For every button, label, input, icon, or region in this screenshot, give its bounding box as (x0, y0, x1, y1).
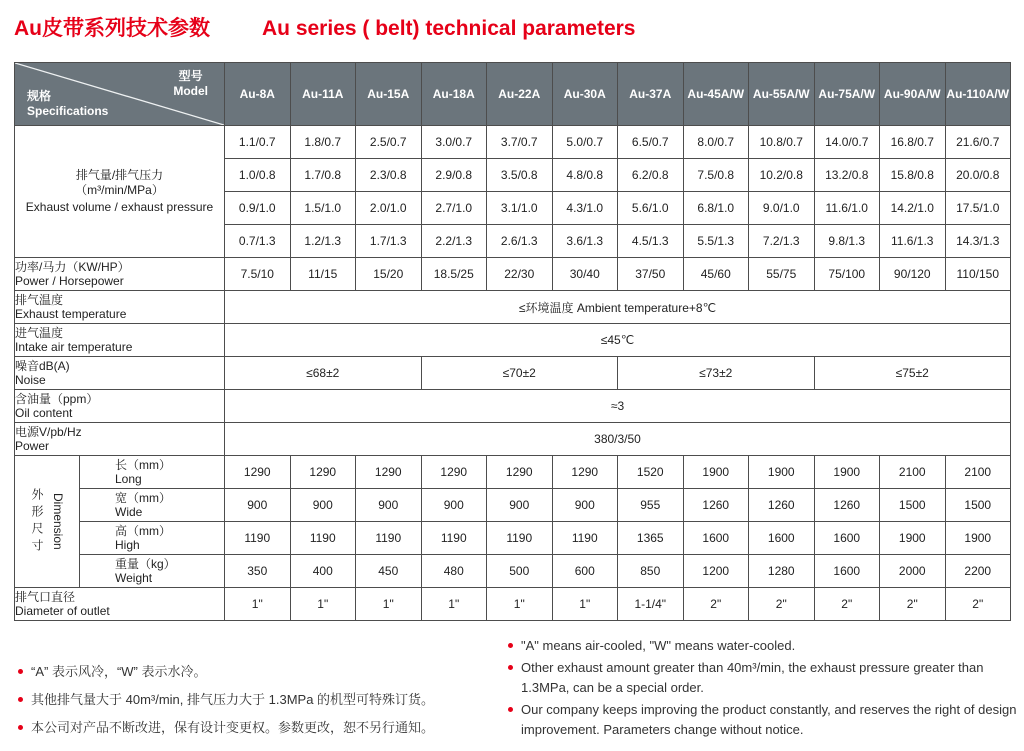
value-cell: 30/40 (552, 258, 618, 291)
value-cell: 450 (356, 555, 422, 588)
value-cell: 1190 (290, 522, 356, 555)
value-cell: 21.6/0.7 (945, 126, 1011, 159)
value-cell: 20.0/0.8 (945, 159, 1011, 192)
value-cell: 1" (552, 588, 618, 621)
page-title-en: Au series ( belt) technical parameters (262, 17, 636, 40)
corner-model-label: 型号 Model (173, 69, 208, 98)
value-cell: 14.3/1.3 (945, 225, 1011, 258)
value-cell: 900 (356, 489, 422, 522)
corner-spec-label: 规格 Specifications (27, 89, 109, 118)
model-header: Au-22A (487, 63, 553, 126)
value-cell: 17.5/1.0 (945, 192, 1011, 225)
value-cell: 2000 (880, 555, 946, 588)
value-cell: 4.3/1.0 (552, 192, 618, 225)
value-cell: 2.3/0.8 (356, 159, 422, 192)
page-title-zh: Au皮带系列技术参数 (14, 17, 210, 40)
value-cell: 1.7/0.8 (290, 159, 356, 192)
value-cell: 9.8/1.3 (814, 225, 880, 258)
value-cell: 1.8/0.7 (290, 126, 356, 159)
value-cell: 4.8/0.8 (552, 159, 618, 192)
value-cell: 11.6/1.3 (880, 225, 946, 258)
value-cell: 2.7/1.0 (421, 192, 487, 225)
value-cell: 1900 (880, 522, 946, 555)
value-cell: 1190 (225, 522, 291, 555)
value-cell: 1290 (356, 456, 422, 489)
value-cell: 1" (421, 588, 487, 621)
value-cell: 22/30 (487, 258, 553, 291)
row-label: 重量（kg） Weight (80, 555, 225, 588)
note-item: "A" means air-cooled, "W" means water-cooled. (508, 636, 1020, 657)
value-cell: 18.5/25 (421, 258, 487, 291)
dimension-label-zh: 外形尺寸 (30, 487, 44, 556)
value-cell: 480 (421, 555, 487, 588)
table-row (15, 489, 1011, 522)
value-cell: 0.7/1.3 (225, 225, 291, 258)
value-cell: 0.9/1.0 (225, 192, 291, 225)
value-cell: 90/120 (880, 258, 946, 291)
table-row (15, 456, 1011, 489)
value-cell: 55/75 (749, 258, 815, 291)
value-cell: 2.5/0.7 (356, 126, 422, 159)
value-cell: 14.0/0.7 (814, 126, 880, 159)
value-cell: 1900 (683, 456, 749, 489)
table-row (15, 258, 1011, 291)
notes-right (508, 636, 1020, 742)
value-cell: 7.5/10 (225, 258, 291, 291)
value-cell: 4.5/1.3 (618, 225, 684, 258)
value-cell: 1600 (814, 522, 880, 555)
value-cell: 2.6/1.3 (487, 225, 553, 258)
note-item: 其他排气量大于 40m³/min, 排气压力大于 1.3MPa 的机型可特殊订货。 (18, 690, 496, 709)
model-header: Au-8A (225, 63, 291, 126)
row-label: 宽（mm） Wide (80, 489, 225, 522)
value-cell: 1-1/4" (618, 588, 684, 621)
model-header: Au-11A (290, 63, 356, 126)
value-cell: 1500 (945, 489, 1011, 522)
merged-value-cell: ≈3 (225, 390, 1011, 423)
model-header: Au-110A/W (945, 63, 1011, 126)
row-label: 排气温度 Exhaust temperature (15, 291, 225, 324)
value-cell: 5.5/1.3 (683, 225, 749, 258)
value-cell: 2.2/1.3 (421, 225, 487, 258)
table-row (15, 357, 1011, 390)
value-cell: 3.7/0.7 (487, 126, 553, 159)
value-cell: 2" (945, 588, 1011, 621)
value-cell: 1.7/1.3 (356, 225, 422, 258)
notes-left (18, 662, 496, 746)
row-label: 排气量/排气压力 （m³/min/MPa） Exhaust volume / exhaust pressure (15, 126, 225, 258)
value-cell: 1500 (880, 489, 946, 522)
value-cell: 1290 (225, 456, 291, 489)
value-cell: 16.8/0.7 (880, 126, 946, 159)
value-cell: 6.5/0.7 (618, 126, 684, 159)
value-cell: 1190 (421, 522, 487, 555)
value-cell: 850 (618, 555, 684, 588)
value-cell: 7.5/0.8 (683, 159, 749, 192)
value-cell: 1290 (290, 456, 356, 489)
merged-value-cell: ≤73±2 (618, 357, 815, 390)
row-label: 功率/马力（KW/HP） Power / Horsepower (15, 258, 225, 291)
note-item: Other exhaust amount greater than 40m³/min, the exhaust pressure greater than 1.3MPa, can be a special order. (508, 658, 1020, 699)
value-cell: 1.2/1.3 (290, 225, 356, 258)
value-cell: 500 (487, 555, 553, 588)
value-cell: 3.1/1.0 (487, 192, 553, 225)
value-cell: 1260 (749, 489, 815, 522)
value-cell: 1.5/1.0 (290, 192, 356, 225)
value-cell: 5.6/1.0 (618, 192, 684, 225)
value-cell: 37/50 (618, 258, 684, 291)
value-cell: 8.0/0.7 (683, 126, 749, 159)
row-label: 含油量（ppm） Oil content (15, 390, 225, 423)
value-cell: 11/15 (290, 258, 356, 291)
value-cell: 15.8/0.8 (880, 159, 946, 192)
model-header: Au-15A (356, 63, 422, 126)
value-cell: 1190 (552, 522, 618, 555)
value-cell: 2200 (945, 555, 1011, 588)
header-row (15, 63, 1011, 126)
value-cell: 1200 (683, 555, 749, 588)
parameters-table-body (15, 63, 1011, 621)
dimension-label-en: Dimension (51, 493, 65, 550)
value-cell: 9.0/1.0 (749, 192, 815, 225)
value-cell: 400 (290, 555, 356, 588)
value-cell: 1520 (618, 456, 684, 489)
model-header: Au-90A/W (880, 63, 946, 126)
value-cell: 1600 (814, 555, 880, 588)
value-cell: 1" (356, 588, 422, 621)
value-cell: 1290 (487, 456, 553, 489)
value-cell: 2" (683, 588, 749, 621)
merged-value-cell: ≤70±2 (421, 357, 618, 390)
row-label: 排气口直径 Diameter of outlet (15, 588, 225, 621)
merged-value-cell: 380/3/50 (225, 423, 1011, 456)
table-row (15, 324, 1011, 357)
value-cell: 1280 (749, 555, 815, 588)
value-cell: 1365 (618, 522, 684, 555)
page-title (14, 12, 635, 42)
value-cell: 11.6/1.0 (814, 192, 880, 225)
value-cell: 7.2/1.3 (749, 225, 815, 258)
model-header: Au-55A/W (749, 63, 815, 126)
table-row (15, 126, 1011, 159)
table-row (15, 291, 1011, 324)
model-header: Au-30A (552, 63, 618, 126)
value-cell: 2100 (945, 456, 1011, 489)
value-cell: 900 (487, 489, 553, 522)
value-cell: 15/20 (356, 258, 422, 291)
value-cell: 900 (421, 489, 487, 522)
value-cell: 1290 (552, 456, 618, 489)
value-cell: 350 (225, 555, 291, 588)
value-cell: 1190 (356, 522, 422, 555)
value-cell: 1.0/0.8 (225, 159, 291, 192)
dimension-group-label (15, 456, 80, 588)
value-cell: 5.0/0.7 (552, 126, 618, 159)
value-cell: 1" (225, 588, 291, 621)
note-item: Our company keeps improving the product constantly, and reserves the right of design improvement. Parameters change without notice. (508, 700, 1020, 741)
row-label: 高（mm） High (80, 522, 225, 555)
merged-value-cell: ≤68±2 (225, 357, 422, 390)
value-cell: 1900 (945, 522, 1011, 555)
value-cell: 1900 (749, 456, 815, 489)
model-header: Au-37A (618, 63, 684, 126)
value-cell: 1190 (487, 522, 553, 555)
note-item: “A” 表示风冷，“W” 表示水冷。 (18, 662, 496, 681)
value-cell: 2" (880, 588, 946, 621)
value-cell: 955 (618, 489, 684, 522)
table-row (15, 390, 1011, 423)
value-cell: 3.5/0.8 (487, 159, 553, 192)
value-cell: 110/150 (945, 258, 1011, 291)
model-header: Au-18A (421, 63, 487, 126)
note-item: 本公司对产品不断改进，保有设计变更权。参数更改，恕不另行通知。 (18, 718, 496, 737)
merged-value-cell: ≤45℃ (225, 324, 1011, 357)
value-cell: 3.6/1.3 (552, 225, 618, 258)
value-cell: 6.8/1.0 (683, 192, 749, 225)
value-cell: 900 (225, 489, 291, 522)
merged-value-cell: ≤环境温度 Ambient temperature+8℃ (225, 291, 1011, 324)
value-cell: 1900 (814, 456, 880, 489)
table-row (15, 423, 1011, 456)
value-cell: 2.9/0.8 (421, 159, 487, 192)
value-cell: 2" (749, 588, 815, 621)
value-cell: 14.2/1.0 (880, 192, 946, 225)
value-cell: 1260 (683, 489, 749, 522)
value-cell: 3.0/0.7 (421, 126, 487, 159)
value-cell: 13.2/0.8 (814, 159, 880, 192)
model-header: Au-45A/W (683, 63, 749, 126)
row-label: 长（mm） Long (80, 456, 225, 489)
row-label: 电源V/pb/Hz Power (15, 423, 225, 456)
value-cell: 6.2/0.8 (618, 159, 684, 192)
value-cell: 600 (552, 555, 618, 588)
merged-value-cell: ≤75±2 (814, 357, 1011, 390)
value-cell: 1260 (814, 489, 880, 522)
value-cell: 1" (290, 588, 356, 621)
row-label: 噪音dB(A) Noise (15, 357, 225, 390)
value-cell: 2" (814, 588, 880, 621)
row-label: 进气温度 Intake air temperature (15, 324, 225, 357)
value-cell: 10.2/0.8 (749, 159, 815, 192)
value-cell: 2.0/1.0 (356, 192, 422, 225)
value-cell: 2100 (880, 456, 946, 489)
value-cell: 1600 (683, 522, 749, 555)
table-row (15, 522, 1011, 555)
value-cell: 1290 (421, 456, 487, 489)
table-row (15, 555, 1011, 588)
table-row (15, 588, 1011, 621)
value-cell: 1.1/0.7 (225, 126, 291, 159)
parameters-table (14, 62, 1011, 621)
value-cell: 45/60 (683, 258, 749, 291)
value-cell: 900 (290, 489, 356, 522)
value-cell: 1600 (749, 522, 815, 555)
model-header: Au-75A/W (814, 63, 880, 126)
value-cell: 10.8/0.7 (749, 126, 815, 159)
value-cell: 900 (552, 489, 618, 522)
corner-cell (15, 63, 225, 126)
value-cell: 1" (487, 588, 553, 621)
value-cell: 75/100 (814, 258, 880, 291)
